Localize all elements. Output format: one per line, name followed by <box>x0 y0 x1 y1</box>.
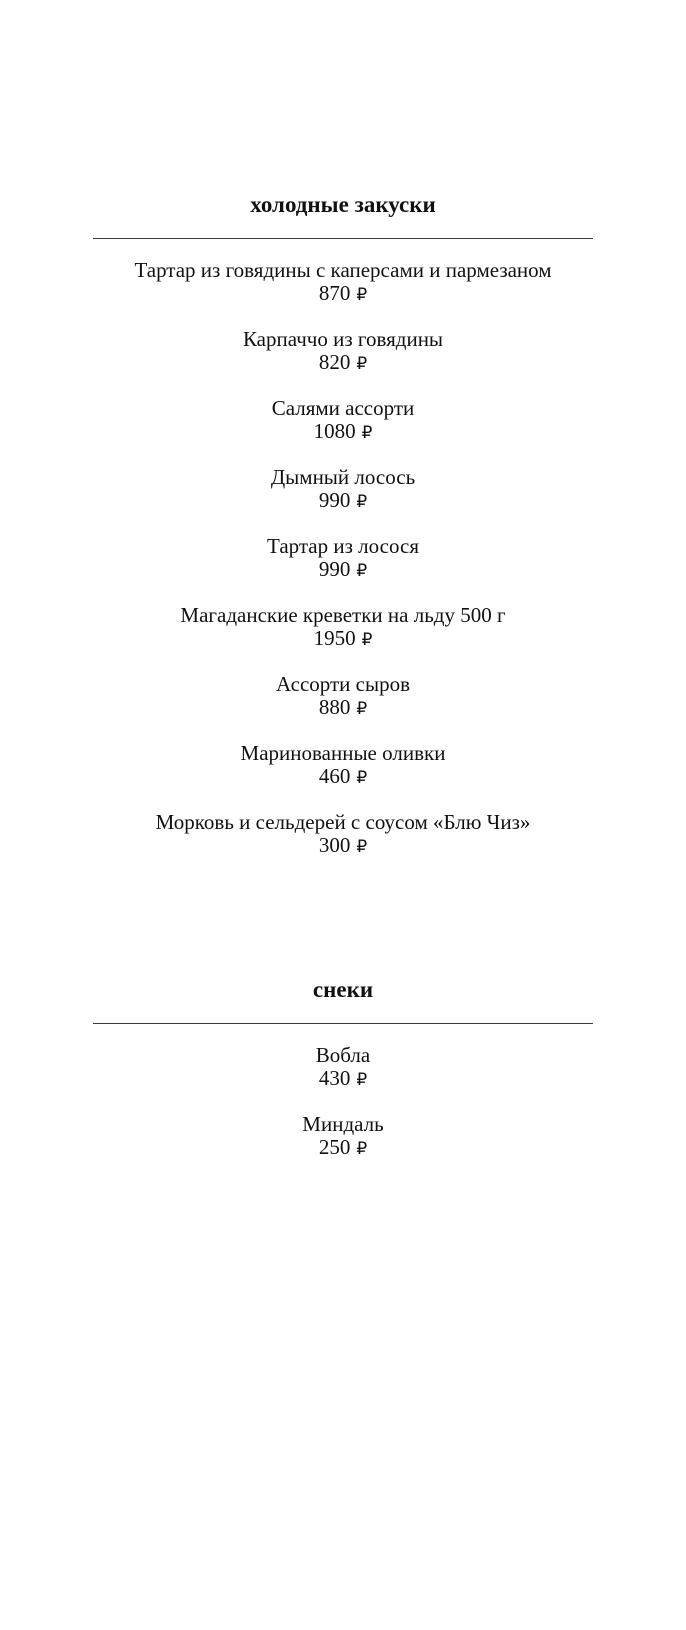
ruble-icon: ₽ <box>356 768 368 788</box>
menu-item-name: Вобла <box>315 1043 371 1067</box>
snacks-list <box>0 1044 686 1161</box>
menu-item <box>0 1113 686 1161</box>
ruble-icon: ₽ <box>361 423 373 443</box>
menu-item-price <box>0 765 686 790</box>
section-title-snacks: снеки <box>312 977 374 1002</box>
menu-item-name: Маринованные оливки <box>240 741 446 765</box>
menu-item <box>0 673 686 721</box>
menu-item-name: Дымный лосось <box>270 465 416 489</box>
snacks-section <box>0 975 686 1182</box>
menu-item-name: Морковь и сельдерей с соусом «Блю Чиз» <box>155 810 531 834</box>
menu-item-price <box>0 489 686 514</box>
menu-item-name: Карпаччо из говядины <box>242 327 444 351</box>
menu-item-price <box>0 558 686 583</box>
ruble-icon: ₽ <box>356 561 368 581</box>
menu-item-name: Ассорти сыров <box>275 672 411 696</box>
price-value: 820 <box>318 350 351 374</box>
ruble-icon: ₽ <box>356 492 368 512</box>
menu-item-price <box>0 351 686 376</box>
price-value: 1950 <box>313 626 356 650</box>
ruble-icon: ₽ <box>356 1070 368 1090</box>
menu-item-name: Салями ассорти <box>271 396 415 420</box>
menu-item <box>0 328 686 376</box>
menu-item <box>0 811 686 859</box>
menu-item <box>0 535 686 583</box>
price-value: 880 <box>318 695 351 719</box>
ruble-icon: ₽ <box>356 285 368 305</box>
section-divider <box>93 1023 593 1024</box>
ruble-icon: ₽ <box>356 837 368 857</box>
price-value: 990 <box>318 557 351 581</box>
ruble-icon: ₽ <box>361 630 373 650</box>
menu-item-name: Миндаль <box>302 1112 384 1136</box>
menu-item <box>0 397 686 445</box>
menu-item-price <box>0 834 686 859</box>
menu-item-name: Магаданские креветки на льду 500 г <box>180 603 506 627</box>
menu-item-price <box>0 1067 686 1092</box>
menu-item-price <box>0 420 686 445</box>
menu-item <box>0 1044 686 1092</box>
price-value: 250 <box>318 1135 351 1159</box>
menu-item <box>0 604 686 652</box>
price-value: 300 <box>318 833 351 857</box>
menu-item-price <box>0 282 686 307</box>
price-value: 460 <box>318 764 351 788</box>
menu-item <box>0 742 686 790</box>
section-divider <box>93 238 593 239</box>
price-value: 1080 <box>313 419 356 443</box>
ruble-icon: ₽ <box>356 699 368 719</box>
ruble-icon: ₽ <box>356 1139 368 1159</box>
section-title-cold-appetizers: холодные закуски <box>250 192 436 217</box>
menu-item <box>0 466 686 514</box>
menu-item <box>0 259 686 307</box>
cold-appetizers-section <box>0 190 686 880</box>
menu-item-price <box>0 1136 686 1161</box>
menu-item-name: Тартар из говядины с каперсами и пармезаном <box>134 258 552 282</box>
menu-item-name: Тартар из лосося <box>267 534 419 558</box>
price-value: 990 <box>318 488 351 512</box>
price-value: 870 <box>318 281 351 305</box>
price-value: 430 <box>318 1066 351 1090</box>
ruble-icon: ₽ <box>356 354 368 374</box>
menu-item-price <box>0 627 686 652</box>
cold-appetizers-list <box>0 259 686 859</box>
menu-item-price <box>0 696 686 721</box>
